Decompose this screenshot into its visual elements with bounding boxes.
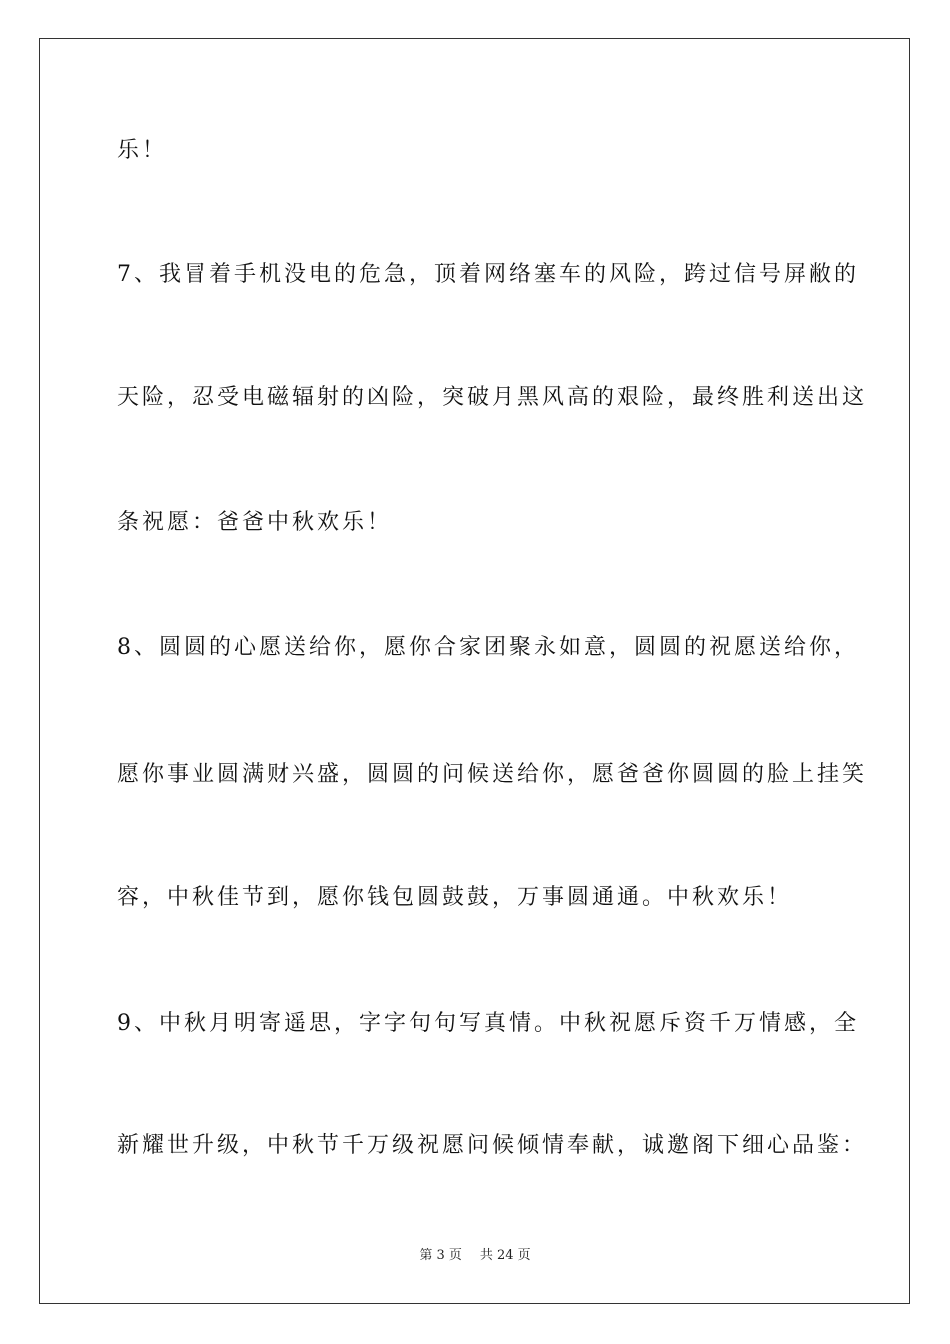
body-line-7: 容，中秋佳节到，愿你钱包圆鼓鼓，万事圆通通。中秋欢乐！ — [117, 885, 793, 910]
body-line-5: 8、圆圆的心愿送给你，愿你合家团聚永如意，圆圆的祝愿送给你， — [117, 635, 859, 660]
page-number: 第 3 页 — [419, 1248, 462, 1263]
body-line-8: 9、中秋月明寄遥思，字字句句写真情。中秋祝愿斥资千万情感，全 — [117, 1011, 859, 1036]
body-line-2: 7、我冒着手机没电的危急，顶着网络塞车的风险，跨过信号屏敝的 — [117, 262, 859, 287]
page-total: 共 24 页 — [479, 1248, 531, 1263]
body-line-3: 天险，忍受电磁辐射的凶险，突破月黑风高的艰险，最终胜利送出这 — [117, 385, 868, 410]
body-line-6: 愿你事业圆满财兴盛，圆圆的问候送给你，愿爸爸你圆圆的脸上挂笑 — [117, 762, 868, 787]
body-line-1: 乐！ — [117, 138, 168, 163]
body-line-4: 条祝愿：爸爸中秋欢乐！ — [117, 510, 393, 535]
page-frame — [39, 38, 910, 1304]
page-footer — [0, 1247, 950, 1265]
body-line-9: 新耀世升级，中秋节千万级祝愿问候倾情奉献，诚邀阁下细心品鉴： — [117, 1133, 868, 1158]
